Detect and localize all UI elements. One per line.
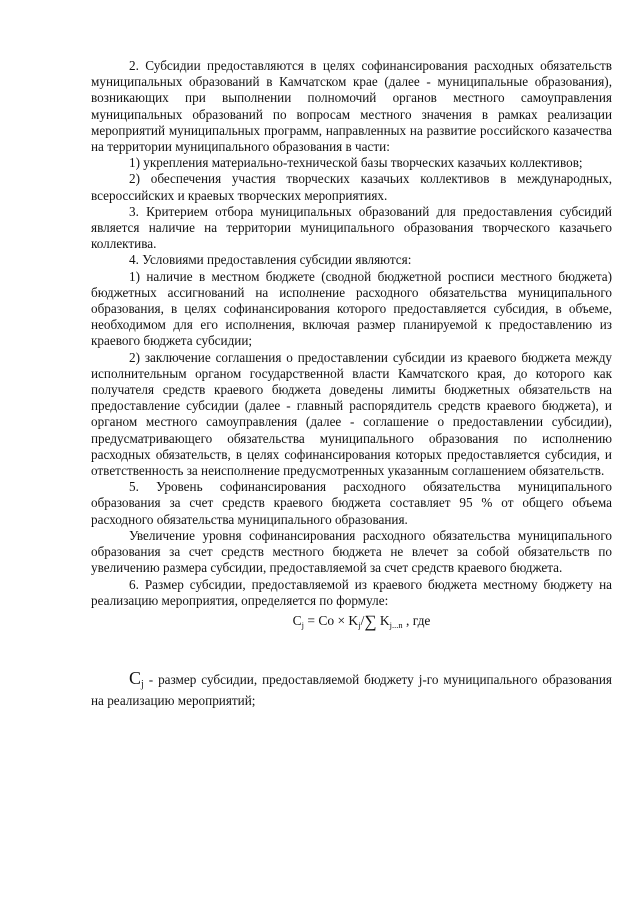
formula-tail: , где [402, 612, 431, 628]
subsidy-formula [91, 612, 612, 634]
document-body [91, 58, 612, 709]
paragraph-conditions-heading: 4. Условиями предоставления субсидии являются: [129, 252, 412, 268]
paragraph-item-1-material-base: 1) укрепления материально-технической базы творческих казачьих коллективов; [129, 155, 583, 171]
spacer [91, 634, 612, 670]
formula-k2-subscript: j...n [389, 619, 403, 630]
paragraph-cofinancing-level: 5. Уровень софинансирования расходного обязательства муниципального образования за счет средств краевого бюджета составляет 95 % от общего объема расходного обязательства муниципального образования. [91, 479, 612, 527]
paragraph-subsidy-purpose: 2. Субсидии предоставляются в целях софинансирования расходных обязательств муниципальных образований в Камчатском крае (далее - муниципальные образования), возникающих при выполнении полномочий органов местного самоуправления муниципальных образований по вопросам местного значения в рамках реализации мероприятий муниципальных программ, направленных на развитие российского казачества на территории муниципального образования в части: [91, 58, 612, 155]
formula-sum-symbol: ∑ [364, 611, 377, 631]
paragraph-cofinancing-increase: Увеличение уровня софинансирования расходного обязательства муниципального образования за счет средств местного бюджета не влечет за собой обязательств по увеличению размера субсидии, предоставляемой за счет средств краевого бюджета. [91, 527, 612, 576]
paragraph-selection-criterion: 3. Критерием отбора муниципальных образований для предоставления субсидий является наличие на территории муниципального образования творческого казачьего коллектива. [91, 203, 612, 252]
formula-eq: = Co × K [303, 612, 359, 628]
definition-symbol-letter: C [129, 667, 142, 688]
paragraph-subsidy-size: 6. Размер субсидии, предоставляемой из краевого бюджета местному бюджету на реализацию мероприятия, определяется по формуле: [91, 576, 612, 608]
definition-text: - размер субсидии, предоставляемой бюджету j-го муниципального образования на реализацию мероприятий; [91, 671, 612, 709]
paragraph-condition-2-agreement: 2) заключение соглашения о предоставлении субсидии из краевого бюджета между исполнительным органом государственной власти Камчатского края, до которого как получателя средств краевого бюджета доведены лимиты бюджетных обязательств на предоставление субсидии (далее - главный распорядитель средств краевого бюджета), и органом местного самоуправления (далее - соглашение о предоставлении субсидии), предусматривающего обязательства муниципального образования по исполнению расходных обязательств, в целях софинансирования которых предоставляется субсидия, и ответственность за неисполнение предусмотренных указанным соглашением обязательств. [91, 349, 612, 479]
definition-symbol [129, 668, 144, 688]
formula-k-subscript: j [358, 619, 361, 630]
definition-cj [91, 667, 612, 709]
formula-k2: K [376, 612, 390, 628]
definition-symbol-subscript: j [141, 678, 144, 690]
paragraph-condition-1-budget: 1) наличие в местном бюджете (сводной бюджетной росписи местного бюджета) бюджетных ассигнований на исполнение расходного обязательства муниципального образования, в целях софинансирования которого предоставляется субсидия, в объеме, необходимом для его исполнения, включая размер планируемой к предоставлению из краевого бюджета субсидии; [91, 268, 612, 349]
paragraph-item-2-participation: 2) обеспечения участия творческих казачьих коллективов в международных, всероссийских и краевых творческих мероприятиях. [91, 171, 612, 203]
formula-lhs-subscript: j [301, 619, 304, 630]
formula-lhs: C [292, 612, 302, 628]
formula-slash: / [360, 612, 365, 628]
